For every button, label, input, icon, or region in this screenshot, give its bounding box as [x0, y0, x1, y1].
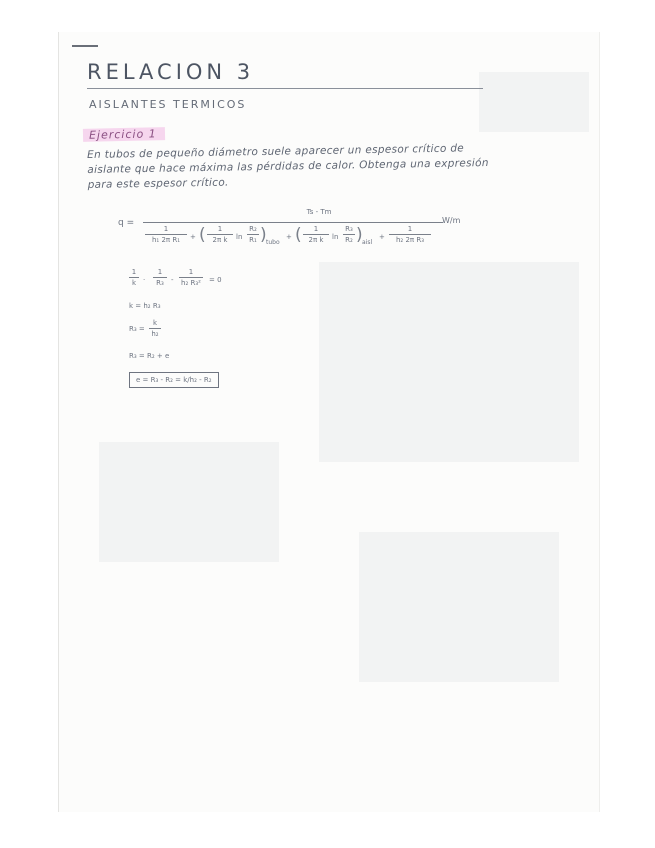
- derivation-line-2: k = h₂ R₃: [129, 302, 161, 310]
- section-subtitle: AISLANTES TERMICOS: [89, 98, 247, 111]
- equation-units: W/m: [442, 216, 461, 225]
- term-conduction-insulation: 1 2π k: [303, 225, 329, 244]
- page-title: RELACION 3: [87, 60, 255, 84]
- boxed-result: e = R₃ - R₂ = k/h₂ - R₂: [129, 372, 219, 388]
- corner-mark: [72, 45, 98, 47]
- bleed-through-area: [319, 262, 579, 462]
- title-underline: [87, 88, 483, 89]
- notebook-page: RELACION 3 AISLANTES TERMICOS Ejercicio 1 En tubos de pequeño diámetro suele aparecer un espesor crítico de aislante que hace máxima las pérdidas de calor. Obtenga una expresión para este espesor crítico. q = Ts - Tm W/m 1 h₁ 2π R₁ + ( 1 2π k ln R₂ R₁ ) tubo + ( 1 2π k ln R₃ R₂ ) aisl + 1 h₂ 2π R₃ 1 k · 1 R₃ - 1 h₂ R₃² = 0 k = h₂ R₃ R₃ = k h₂ R₃ = R₂ + e e = R₃ - R₂ = k/h₂ - R₂: [58, 32, 599, 812]
- bleed-through-area: [99, 442, 279, 562]
- derivation-line-4: R₃ = R₂ + e: [129, 352, 170, 360]
- bleed-through-area: [359, 532, 559, 682]
- derivation-line-3: R₃ =: [129, 325, 145, 333]
- bleed-through-area: [479, 72, 589, 132]
- term-convection-outer: 1 h₂ 2π R₃: [389, 225, 431, 244]
- equation-lhs: q =: [118, 218, 135, 228]
- exercise-statement: En tubos de pequeño diámetro suele aparecer un espesor crítico de aislante que hace máxima las pérdidas de calor. Obtenga una expresión para este espesor crítico.: [87, 142, 489, 191]
- term-conduction-tube: 1 2π k: [207, 225, 233, 244]
- exercise-label: Ejercicio 1: [83, 127, 165, 142]
- term-convection-inner: 1 h₁ 2π R₁: [145, 225, 187, 244]
- equation-numerator: Ts - Tm: [306, 208, 332, 216]
- fraction-bar: [143, 222, 443, 223]
